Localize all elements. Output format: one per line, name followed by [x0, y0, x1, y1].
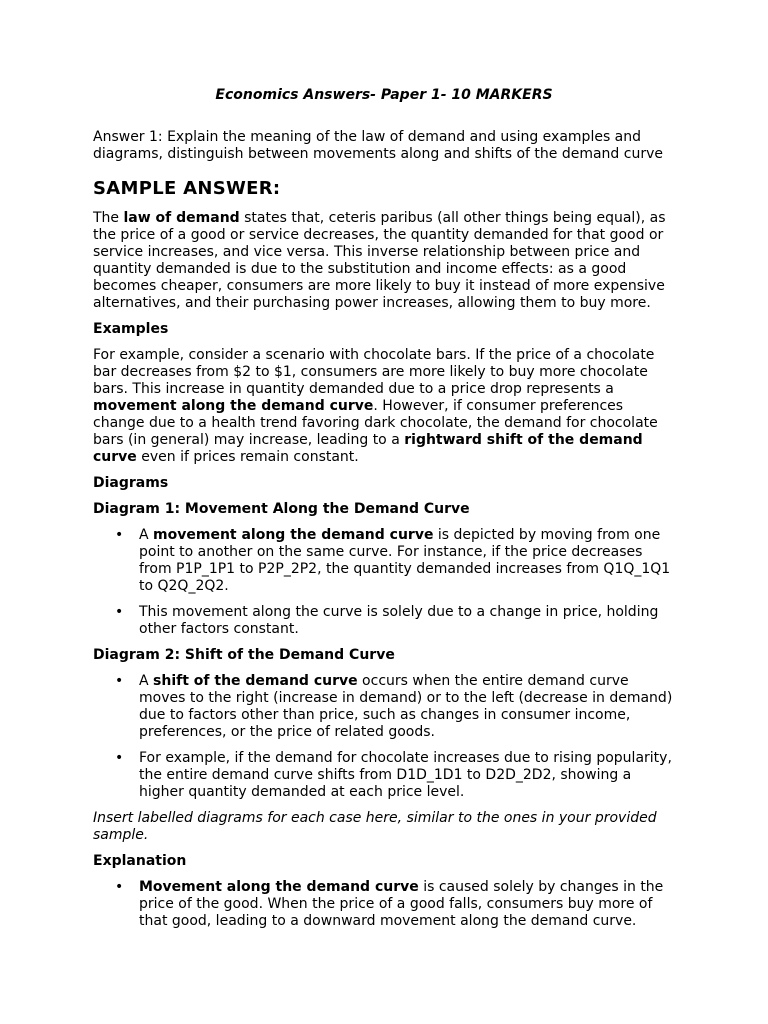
list-item: • This movement along the curve is solely due to a change in price, holding other factors constant. — [139, 604, 675, 638]
document-title: Economics Answers- Paper 1- 10 MARKERS — [215, 87, 553, 103]
list-item: • A movement along the demand curve is depicted by moving from one point to another on the same curve. For instance, if the price decreases from P1P_1P1 to P2P_2P2, the quantity demanded increases from Q1Q_1Q1 to Q2Q_2Q2. — [139, 527, 675, 595]
examples-heading: Examples — [93, 321, 169, 337]
diagrams-heading: Diagrams — [93, 475, 169, 491]
explanation-heading: Explanation — [93, 853, 187, 869]
examples-paragraph: For example, consider a scenario with chocolate bars. If the price of a chocolate bar decreases from $2 to $1, consumers are more likely to buy more chocolate bars. This increase in quantity demanded due to a price drop represents a movement along the demand curve. However, if consumer preferences change due to a health trend favoring dark chocolate, the demand for chocolate bars (in general) may increase, leading to a rightward shift of the demand curve even if prices remain constant. — [93, 347, 658, 465]
intro-paragraph: The law of demand states that, ceteris paribus (all other things being equal), as the price of a good or service decreases, the quantity demanded for that good or service increases, and vice versa. This inverse relationship between price and quantity demanded is due to the substitution and income effects: as a good becomes cheaper, consumers are more likely to buy it instead of more expensive alternatives, and their purchasing power increases, allowing them to buy more. — [93, 210, 666, 311]
list-item: • Movement along the demand curve is caused solely by changes in the price of the good. When the price of a good falls, consumers buy more of that good, leading to a downward movement along the demand curve. — [139, 879, 675, 930]
insert-diagrams-note: Insert labelled diagrams for each case here, similar to the ones in your provided sample. — [93, 810, 657, 843]
term-rightward-shift: rightward shift of the demand curve — [93, 432, 643, 465]
diagram2-list — [93, 673, 675, 801]
sample-answer-heading: SAMPLE ANSWER: — [93, 178, 281, 199]
term-movement-along: movement along the demand curve — [93, 398, 374, 414]
term-law-of-demand: law of demand — [123, 210, 240, 226]
list-item: • For example, if the demand for chocolate increases due to rising popularity, the entire demand curve shifts from D1D_1D1 to D2D_2D2, showing a higher quantity demanded at each price level. — [139, 750, 675, 801]
diagram2-heading: Diagram 2: Shift of the Demand Curve — [93, 647, 395, 663]
list-item: • A shift of the demand curve occurs when the entire demand curve moves to the right (increase in demand) or to the left (decrease in demand) due to factors other than price, such as changes in consumer income, preferences, or the price of related goods. — [139, 673, 675, 741]
explanation-list — [93, 879, 675, 930]
question-text: Answer 1: Explain the meaning of the law of demand and using examples and diagrams, distinguish between movements along and shifts of the demand curve — [93, 129, 663, 162]
diagram1-heading: Diagram 1: Movement Along the Demand Curve — [93, 501, 470, 517]
diagram1-list — [93, 527, 675, 638]
